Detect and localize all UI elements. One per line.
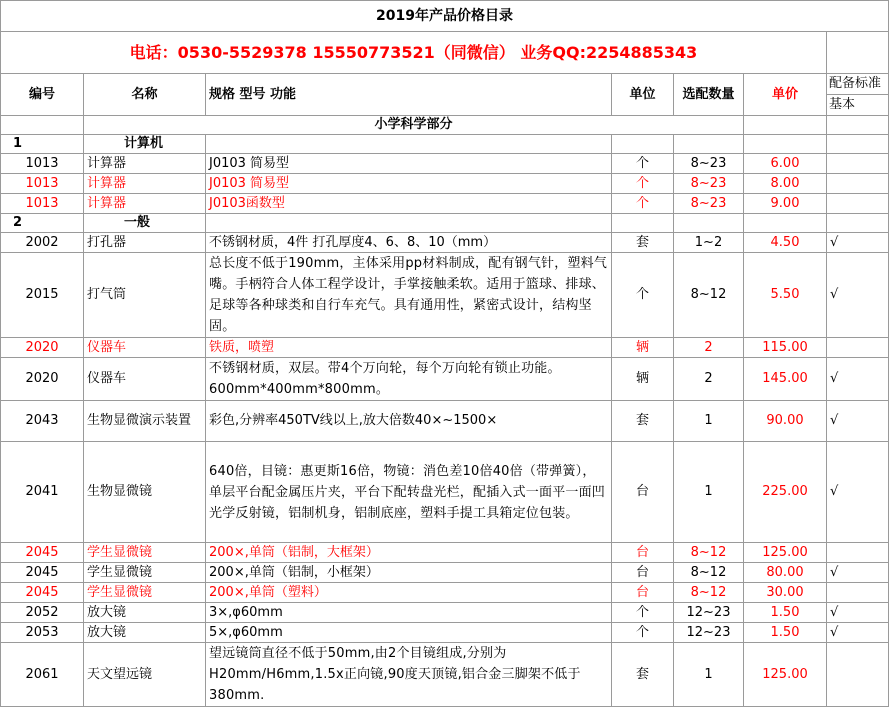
item-name: 打孔器 [84, 233, 206, 253]
item-unit: 台 [612, 583, 674, 603]
table-row [1, 194, 889, 214]
item-price: 1.50 [744, 603, 827, 623]
table-row [1, 233, 889, 253]
item-spec: 望远镜筒直径不低于50mm,由2个目镜组成,分别为H20mm/H6mm,1.5x正向镜,90度天顶镜,铝合金三脚架不低于380mm. [206, 643, 612, 707]
item-name: 计算器 [84, 154, 206, 174]
item-spec: 640倍，目镜：惠更斯16倍，物镜：消色差10倍40倍（带弹簧），单层平台配金属压片夹，平台下配转盘光栏，配插入式一面平一面凹光学反射镜，铝制机身，铝制底座，塑料手提工具箱定位包装。 [206, 442, 612, 543]
table-row [1, 401, 889, 442]
item-name: 仪器车 [84, 338, 206, 358]
header-name: 名称 [84, 74, 206, 116]
item-standard: √ [827, 401, 889, 442]
item-standard: √ [827, 358, 889, 401]
section-empty-2 [744, 116, 827, 135]
item-qty: 1~2 [674, 233, 744, 253]
item-name: 生物显微镜 [84, 442, 206, 543]
section-empty-1 [1, 116, 84, 135]
item-code: 2052 [1, 603, 84, 623]
table-row [1, 623, 889, 643]
item-price: 225.00 [744, 442, 827, 543]
item-price: 125.00 [744, 643, 827, 707]
item-name: 打气筒 [84, 253, 206, 338]
table-row [1, 174, 889, 194]
group-row [1, 135, 889, 154]
table-row [1, 338, 889, 358]
item-spec: 200×,单筒（铝制，大框架） [206, 543, 612, 563]
table-row [1, 583, 889, 603]
empty-cell [206, 214, 612, 233]
item-name: 学生显微镜 [84, 583, 206, 603]
item-name: 学生显微镜 [84, 543, 206, 563]
item-name: 计算器 [84, 174, 206, 194]
item-code: 2061 [1, 643, 84, 707]
item-name: 放大镜 [84, 603, 206, 623]
item-unit: 辆 [612, 338, 674, 358]
item-name: 计算器 [84, 194, 206, 214]
item-standard: √ [827, 253, 889, 338]
item-standard: √ [827, 603, 889, 623]
item-qty: 12~23 [674, 603, 744, 623]
item-qty: 1 [674, 442, 744, 543]
item-qty: 8~12 [674, 253, 744, 338]
item-code: 2002 [1, 233, 84, 253]
item-standard [827, 583, 889, 603]
header-row [1, 74, 889, 116]
item-qty: 8~23 [674, 154, 744, 174]
item-code: 1013 [1, 174, 84, 194]
item-spec: 200×,单筒（塑料） [206, 583, 612, 603]
table-row [1, 563, 889, 583]
item-standard [827, 643, 889, 707]
contact-info: 电话：0530-5529378 15550773521（同微信） 业务QQ:2254885343 [1, 32, 827, 74]
empty-cell [674, 135, 744, 154]
item-standard [827, 194, 889, 214]
item-unit: 台 [612, 442, 674, 543]
catalog-title: 2019年产品价格目录 [1, 1, 889, 32]
header-basic: 基本 [829, 97, 856, 112]
section-empty-3 [827, 116, 889, 135]
item-standard [827, 154, 889, 174]
item-standard [827, 543, 889, 563]
item-spec: 彩色,分辨率450TV线以上,放大倍数40×~1500× [206, 401, 612, 442]
item-spec: 不锈钢材质，双层。带4个万向轮，每个万向轮有锁止功能。600mm*400mm*800mm。 [206, 358, 612, 401]
item-price: 1.50 [744, 623, 827, 643]
item-unit: 个 [612, 253, 674, 338]
item-code: 1013 [1, 194, 84, 214]
header-unit: 单位 [612, 74, 674, 116]
item-code: 2045 [1, 583, 84, 603]
item-unit: 套 [612, 401, 674, 442]
item-code: 2045 [1, 543, 84, 563]
item-unit: 个 [612, 194, 674, 214]
table-row [1, 643, 889, 707]
item-price: 125.00 [744, 543, 827, 563]
empty-cell [827, 135, 889, 154]
item-price: 4.50 [744, 233, 827, 253]
item-spec: 200×,单筒（铝制，小框架） [206, 563, 612, 583]
item-price: 5.50 [744, 253, 827, 338]
item-unit: 辆 [612, 358, 674, 401]
item-code: 2045 [1, 563, 84, 583]
item-qty: 1 [674, 401, 744, 442]
section-row [1, 116, 889, 135]
item-code: 2015 [1, 253, 84, 338]
item-name: 放大镜 [84, 623, 206, 643]
group-label: 一般 [84, 214, 206, 233]
item-price: 6.00 [744, 154, 827, 174]
section-title: 小学科学部分 [84, 116, 744, 135]
item-standard: √ [827, 563, 889, 583]
empty-cell [612, 214, 674, 233]
item-qty: 2 [674, 338, 744, 358]
item-qty: 8~12 [674, 563, 744, 583]
group-number: 1 [1, 135, 84, 154]
item-unit: 个 [612, 174, 674, 194]
group-number: 2 [1, 214, 84, 233]
item-qty: 8~12 [674, 543, 744, 563]
item-code: 2043 [1, 401, 84, 442]
item-standard: √ [827, 233, 889, 253]
contact-row [1, 32, 889, 74]
group-label: 计算机 [84, 135, 206, 154]
item-standard: √ [827, 442, 889, 543]
header-price: 单价 [744, 74, 827, 116]
empty-cell [612, 135, 674, 154]
header-qty: 选配数量 [674, 74, 744, 116]
item-qty: 8~12 [674, 583, 744, 603]
item-name: 学生显微镜 [84, 563, 206, 583]
table-row [1, 253, 889, 338]
empty-cell [206, 135, 612, 154]
item-code: 2020 [1, 338, 84, 358]
item-qty: 8~23 [674, 194, 744, 214]
contact-empty-cell [827, 32, 889, 74]
item-unit: 套 [612, 643, 674, 707]
item-price: 90.00 [744, 401, 827, 442]
item-code: 1013 [1, 154, 84, 174]
table-row [1, 154, 889, 174]
item-unit: 台 [612, 563, 674, 583]
header-standard: 配备标准 [827, 74, 888, 95]
item-standard [827, 174, 889, 194]
item-spec: 3×,φ60mm [206, 603, 612, 623]
item-standard [827, 338, 889, 358]
item-spec: J0103函数型 [206, 194, 612, 214]
empty-cell [674, 214, 744, 233]
item-price: 30.00 [744, 583, 827, 603]
table-row [1, 358, 889, 401]
item-spec: J0103 简易型 [206, 174, 612, 194]
item-unit: 个 [612, 154, 674, 174]
empty-cell [744, 214, 827, 233]
table-row [1, 543, 889, 563]
title-row [1, 1, 889, 32]
item-name: 生物显微演示装置 [84, 401, 206, 442]
item-unit: 个 [612, 623, 674, 643]
item-price: 115.00 [744, 338, 827, 358]
item-standard: √ [827, 623, 889, 643]
item-spec: 5×,φ60mm [206, 623, 612, 643]
header-code: 编号 [1, 74, 84, 116]
item-spec: J0103 简易型 [206, 154, 612, 174]
item-unit: 个 [612, 603, 674, 623]
item-qty: 8~23 [674, 174, 744, 194]
item-code: 2053 [1, 623, 84, 643]
header-spec: 规格 型号 功能 [206, 74, 612, 116]
item-price: 8.00 [744, 174, 827, 194]
table-row [1, 603, 889, 623]
item-price: 80.00 [744, 563, 827, 583]
item-code: 2041 [1, 442, 84, 543]
group-row [1, 214, 889, 233]
item-spec: 铁质，喷塑 [206, 338, 612, 358]
item-name: 仪器车 [84, 358, 206, 401]
item-unit: 台 [612, 543, 674, 563]
item-qty: 12~23 [674, 623, 744, 643]
table-row [1, 442, 889, 543]
item-price: 9.00 [744, 194, 827, 214]
item-qty: 1 [674, 643, 744, 707]
item-price: 145.00 [744, 358, 827, 401]
item-code: 2020 [1, 358, 84, 401]
empty-cell [827, 214, 889, 233]
item-spec: 不锈钢材质，4件 打孔厚度4、6、8、10（mm） [206, 233, 612, 253]
item-unit: 套 [612, 233, 674, 253]
empty-cell [744, 135, 827, 154]
item-name: 天文望远镜 [84, 643, 206, 707]
item-qty: 2 [674, 358, 744, 401]
item-spec: 总长度不低于190mm，主体采用pp材料制成，配有钢气针，塑料气嘴。手柄符合人体工程学设计，手掌接触柔软。适用于篮球、排球、足球等各种球类和自行车充气。具有通用性，紧密式设计，结构坚固。 [206, 253, 612, 338]
header-standard-cell [827, 74, 889, 116]
